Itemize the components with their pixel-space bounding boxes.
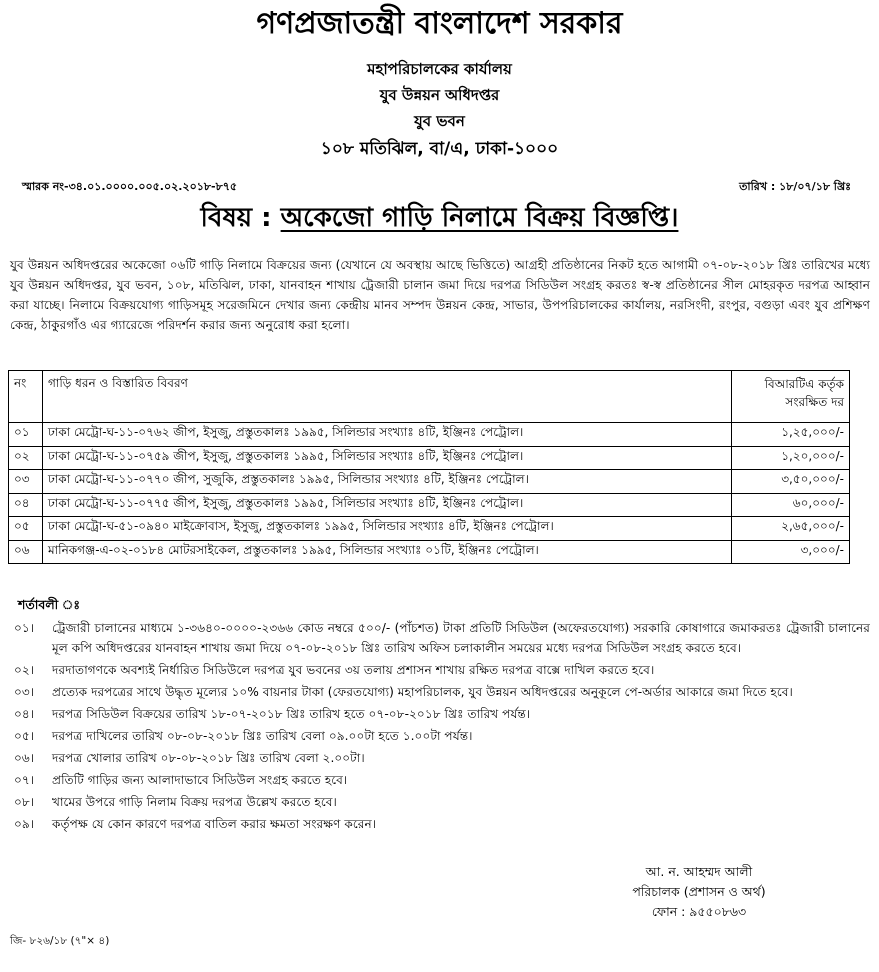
condition-number: ০৯। bbox=[14, 817, 35, 831]
condition-item bbox=[8, 682, 870, 702]
row-amount: ৩,০০০/- bbox=[732, 540, 850, 564]
condition-number: ০১। bbox=[14, 621, 35, 635]
condition-item bbox=[8, 814, 870, 834]
intro-paragraph bbox=[10, 255, 870, 335]
row-number: ০৬ bbox=[9, 540, 43, 564]
row-amount: ১,২৫,০০০/- bbox=[732, 423, 850, 447]
row-number: ০৩ bbox=[9, 470, 43, 494]
conditions-list bbox=[8, 618, 870, 836]
header-num: নং bbox=[9, 371, 43, 423]
header-description: গাড়ি ধরন ও বিস্তারিত বিবরণ bbox=[43, 371, 732, 423]
condition-text: দরদাতাগণকে অবশ্যই নির্ধারিত সিডিউলে দরপত্র যুব ভবনের ৩য় তলায় প্রশাসন শাখায় রক্ষিত দরপত্র বাক্সে দাখিল করতে হবে। bbox=[52, 663, 655, 677]
condition-text: প্রতিটি গাড়ির জন্য আলাদাভাবে সিডিউল সংগ্রহ করতে হবে। bbox=[52, 773, 348, 787]
print-code: জি- ৮২৬/১৮ (৭"× ৪) bbox=[10, 935, 110, 947]
row-amount: ২,৬৫,০০০/- bbox=[732, 517, 850, 541]
row-description: মানিকগঞ্জ-এ-০২-০১৮৪ মোটরসাইকেল, প্রস্তুতকালঃ ১৯৯৫, সিলিন্ডার সংখ্যাঃ ০১টি, ইঞ্জিনঃ পেট্রোল। bbox=[43, 540, 732, 564]
header-rate-line1: বিআরটিএ কর্তৃক bbox=[764, 377, 844, 391]
office-name: মহাপরিচালকের কার্যালয় bbox=[367, 60, 512, 78]
condition-item bbox=[8, 660, 870, 680]
condition-number: ০৫। bbox=[14, 729, 35, 743]
table-row bbox=[9, 470, 850, 494]
condition-number: ০২। bbox=[14, 663, 35, 677]
condition-item bbox=[8, 726, 870, 746]
condition-item bbox=[8, 704, 870, 724]
row-description: ঢাকা মেট্রো-ঘ-১১-০৭৫৯ জীপ, ইসুজু, প্রস্তুতকালঃ ১৯৯৫, সিলিন্ডার সংখ্যাঃ ৪টি, ইঞ্জিনঃ পেট্রোল। bbox=[43, 446, 732, 470]
subject-text: অকেজো গাড়ি নিলামে বিক্রয় বিজ্ঞপ্তি। bbox=[280, 203, 679, 233]
office-address: ১০৮ মতিঝিল, বা/এ, ঢাকা-১০০০ bbox=[320, 139, 559, 159]
department-name: যুব উন্নয়ন অধিদপ্তর bbox=[379, 86, 500, 104]
condition-number: ০৬। bbox=[14, 751, 35, 765]
intro-text: যুব উন্নয়ন অধিদপ্তরের অকেজো ০৬টি গাড়ি নিলামে বিক্রয়ের জন্য (যেখানে যে অবস্থায় আছে ভিত্তিতে) আগ্রহী প্রতিষ্ঠানের নিকট হতে আগামী ০৭-০৮-২০১৮ খ্রিঃ তারিখের মধ্যে যুব উন্নয়ন অধিদপ্তর, যুব ভবন, ১০৮, মতিঝিল, ঢাকা, যানবাহন শাখায় ট্রেজারী চালান জমা দিয়ে দরপত্র সিডিউল সংগ্রহ করতঃ স্ব-স্ব প্রতিষ্ঠানের সীল মোহরকৃত দরপত্র আহ্বান করা যাচ্ছে। নিলামে বিক্রয়যোগ্য গাড়িসমূহ সরেজমিনে দেখার জন্য কেন্দ্রীয় মানব সম্পদ উন্নয়ন কেন্দ্র, সাভার, উপপরিচালকের কার্যালয়, নরসিংদী, রংপুর, বগুড়া এবং যুব প্রশিক্ষণ কেন্দ্র, ঠাকুরগাঁও এর গ্যারেজে পরিদর্শন করার জন্য অনুরোধ করা হলো। bbox=[10, 258, 870, 332]
signatory-designation: পরিচালক (প্রশাসন ও অর্থ) bbox=[632, 884, 766, 899]
row-number: ০২ bbox=[9, 446, 43, 470]
row-amount: ১,২০,০০০/- bbox=[732, 446, 850, 470]
row-description: ঢাকা মেট্রো-ঘ-১১-০৭৭০ জীপ, সুজুকি, প্রস্তুতকালঃ ১৯৯৫, সিলিন্ডার সংখ্যাঃ ৪টি, ইঞ্জিনঃ পেট্রোল। bbox=[43, 470, 732, 494]
table-row bbox=[9, 540, 850, 564]
vehicle-table-body bbox=[9, 423, 850, 564]
row-amount: ৬০,০০০/- bbox=[732, 493, 850, 517]
condition-number: ০৮। bbox=[14, 795, 35, 809]
condition-number: ০৪। bbox=[14, 707, 35, 721]
signatory-phone: ফোন : ৯৫৫০৮৬৩ bbox=[651, 904, 747, 919]
condition-item bbox=[8, 618, 870, 658]
row-number: ০১ bbox=[9, 423, 43, 447]
condition-text: দরপত্র দাখিলের তারিখ ০৮-০৮-২০১৮ খ্রিঃ তারিখ বেলা ০৯.০০টা হতে ১.০০টা পর্যন্ত। bbox=[52, 729, 473, 743]
notice-date: তারিখ : ১৮/০৭/১৮ খ্রিঃ bbox=[739, 180, 851, 193]
condition-text: কর্তৃপক্ষ যে কোন কারণে দরপত্র বাতিল করার ক্ষমতা সংরক্ষণ করেন। bbox=[52, 817, 377, 831]
condition-item bbox=[8, 770, 870, 790]
row-description: ঢাকা মেট্রো-ঘ-১১-০৭৬২ জীপ, ইসুজু, প্রস্তুতকালঃ ১৯৯৫, সিলিন্ডার সংখ্যাঃ ৪টি, ইঞ্জিনঃ পেট্রোল। bbox=[43, 423, 732, 447]
building-name: যুব ভবন bbox=[414, 112, 465, 130]
signatory-name: আ. ন. আহম্মদ আলী bbox=[645, 864, 753, 879]
row-number: ০৫ bbox=[9, 517, 43, 541]
header-rate bbox=[732, 371, 850, 423]
row-number: ০৪ bbox=[9, 493, 43, 517]
table-row bbox=[9, 493, 850, 517]
row-description: ঢাকা মেট্রো-ঘ-৫১-০৯৪০ মাইক্রোবাস, ইসুজু, প্রস্তুতকালঃ ১৯৯৫, সিলিন্ডার সংখ্যাঃ ৪টি, ইঞ্জিনঃ পেট্রোল। bbox=[43, 517, 732, 541]
table-header-row bbox=[9, 371, 850, 423]
condition-item bbox=[8, 748, 870, 768]
table-row bbox=[9, 446, 850, 470]
condition-item bbox=[8, 792, 870, 812]
subject-label: বিষয় : bbox=[200, 203, 272, 233]
table-row bbox=[9, 423, 850, 447]
condition-text: দরপত্র খোলার তারিখ ০৮-০৮-২০১৮ খ্রিঃ তারিখ বেলা ২.০০টা। bbox=[52, 751, 365, 765]
condition-number: ০৩। bbox=[14, 685, 35, 699]
subject-line bbox=[0, 198, 879, 238]
header-rate-line2: সংরক্ষিত দর bbox=[785, 395, 844, 409]
signature-block bbox=[579, 862, 819, 922]
memo-number: স্মারক নং-৩৪.০১.০০০০.০০৫.০২.২০১৮-৮৭৫ bbox=[22, 180, 238, 193]
row-amount: ৩,৫০,০০০/- bbox=[732, 470, 850, 494]
vehicle-table bbox=[8, 370, 850, 564]
conditions-title: শর্তাবলী ঃ bbox=[18, 597, 81, 612]
table-row bbox=[9, 517, 850, 541]
condition-number: ০৭। bbox=[14, 773, 35, 787]
row-description: ঢাকা মেট্রো-ঘ-১১-০৭৭৫ জীপ, ইসুজু, প্রস্তুতকালঃ ১৯৯৫, সিলিন্ডার সংখ্যাঃ ৪টি, ইঞ্জিনঃ পেট্রোল। bbox=[43, 493, 732, 517]
condition-text: প্রত্যেক দরপত্রের সাথে উদ্ধৃত মূল্যের ১০% বায়নার টাকা (ফেরতযোগ্য) মহাপরিচালক, যুব উন্নয়ন অধিদপ্তরের অনুকূলে পে-অর্ডার আকারে জমা দিতে হবে। bbox=[52, 685, 793, 699]
condition-text: ট্রেজারী চালানের মাধ্যমে ১-৩৬৪০-০০০০-২৩৬৬ কোড নম্বরে ৫০০/- (পাঁচশত) টাকা প্রতিটি সিডিউল (অফেরতযোগ্য) সরকারি কোষাগারে জমাকরতঃ ট্রেজারী চালানের মূল কপি অধিদপ্তরের যানবাহন শাখায় জমা দিয়ে ০৭-০৮-২০১৮ খ্রিঃ তারিখ অফিস চলাকালীন সময়ের মধ্যে দরপত্র সিডিউল সংগ্রহ করতে হবে। bbox=[52, 621, 870, 655]
condition-text: দরপত্র সিডিউল বিক্রয়ের তারিখ ১৮-০৭-২০১৮ খ্রিঃ তারিখ হতে ০৭-০৮-২০১৮ খ্রিঃ তারিখ পর্যন্ত। bbox=[52, 707, 531, 721]
condition-text: খামের উপরে গাড়ি নিলাম বিক্রয় দরপত্র উল্লেখ করতে হবে। bbox=[52, 795, 337, 809]
government-title: গণপ্রজাতন্ত্রী বাংলাদেশ সরকার bbox=[256, 6, 623, 41]
